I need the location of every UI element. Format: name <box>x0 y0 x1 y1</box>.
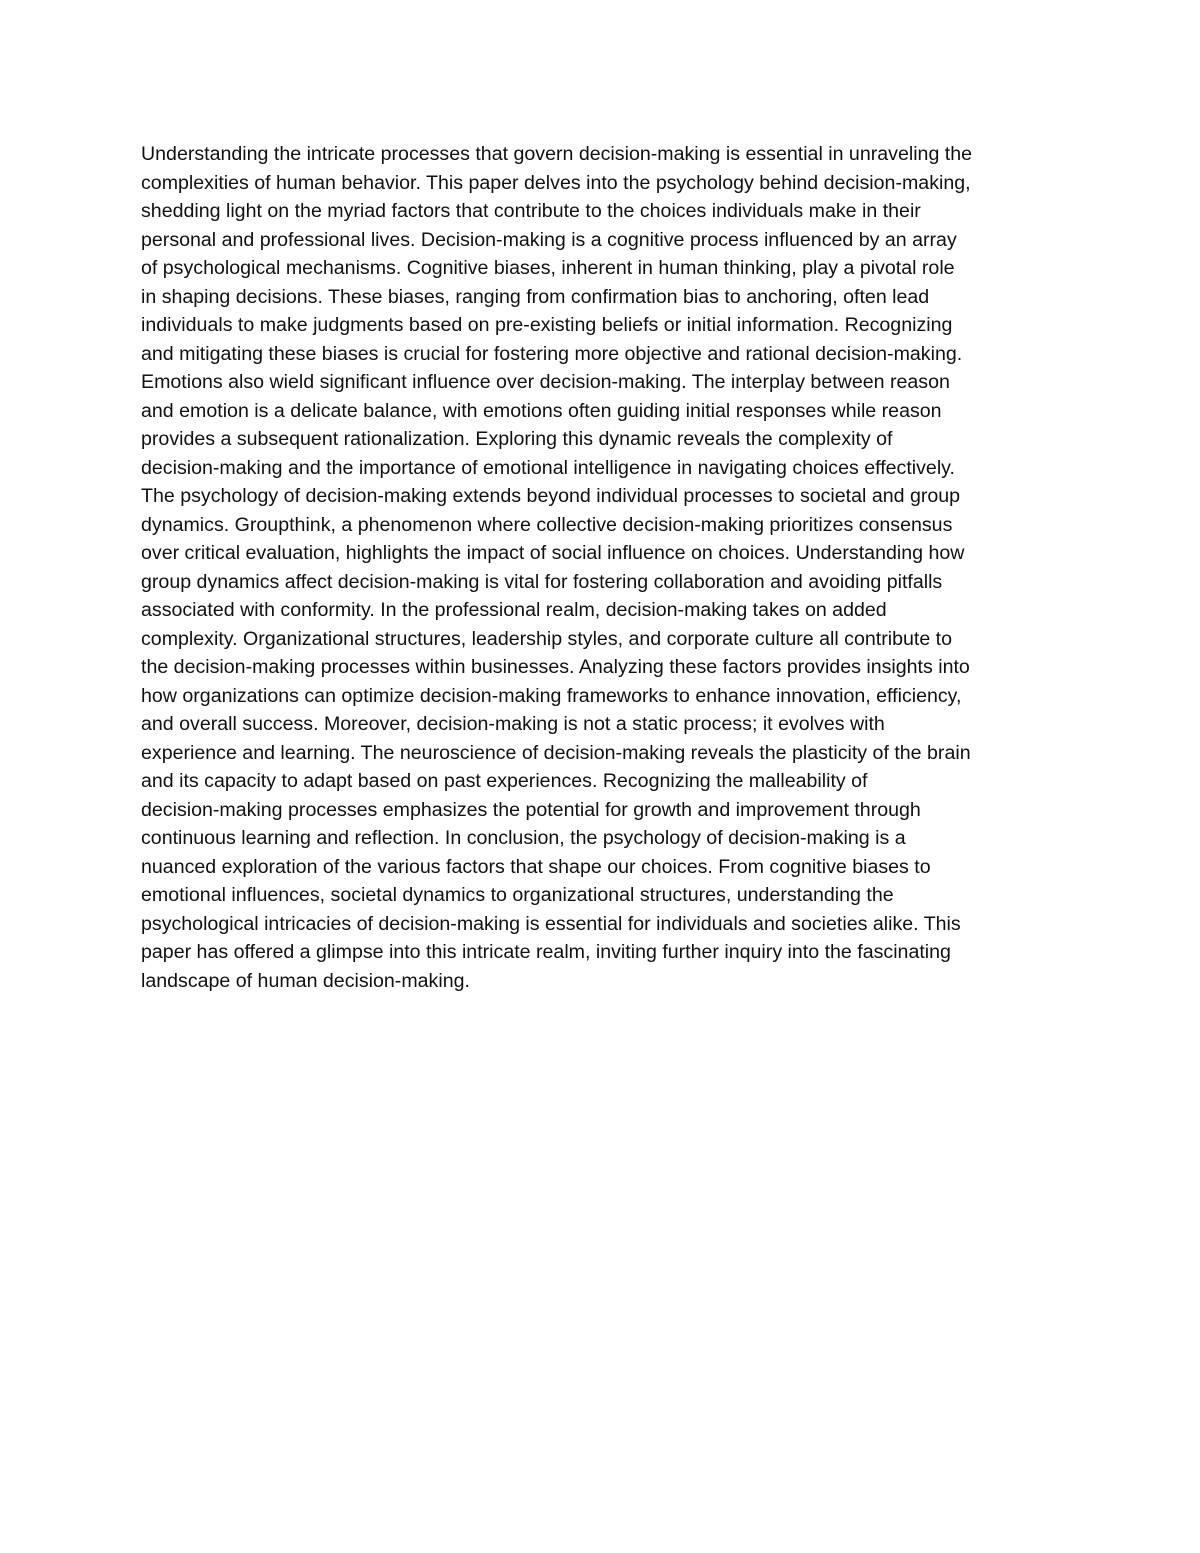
text-line: nuanced exploration of the various factors that shape our choices. From cognitive biases to <box>141 855 931 878</box>
text-line: and mitigating these biases is crucial for fostering more objective and rational decision-making. <box>141 342 963 365</box>
text-line: Emotions also wield significant influence over decision-making. The interplay between reason <box>141 371 950 393</box>
text-line: associated with conformity. In the professional realm, decision-making takes on added <box>141 599 887 621</box>
text-line: decision-making processes emphasizes the potential for growth and improvement through <box>141 798 921 821</box>
text-line: over critical evaluation, highlights the impact of social influence on choices. Understanding how <box>141 542 965 564</box>
text-line: shedding light on the myriad factors that contribute to the choices individuals make in their <box>141 200 921 222</box>
text-line: personal and professional lives. Decision-making is a cognitive process influenced by an array <box>141 228 957 251</box>
text-line: and its capacity to adapt based on past experiences. Recognizing the malleability of <box>141 770 868 792</box>
text-line: decision-making and the importance of emotional intelligence in navigating choices effectively. <box>141 456 955 479</box>
text-line: emotional influences, societal dynamics to organizational structures, understanding the <box>141 884 894 906</box>
body-paragraph <box>141 140 1081 995</box>
text-line: complexity. Organizational structures, leadership styles, and corporate culture all contribute to <box>141 627 952 650</box>
text-line: landscape of human decision-making. <box>141 969 470 992</box>
text-line: in shaping decisions. These biases, ranging from confirmation bias to anchoring, often lead <box>141 285 930 308</box>
text-line: experience and learning. The neuroscience of decision-making reveals the plasticity of the brain <box>141 741 971 764</box>
text-line: The psychology of decision-making extends beyond individual processes to societal and group <box>141 485 961 507</box>
text-line: continuous learning and reflection. In conclusion, the psychology of decision-making is a <box>141 827 906 849</box>
text-line: how organizations can optimize decision-making frameworks to enhance innovation, efficiency, <box>141 684 962 707</box>
text-line: dynamics. Groupthink, a phenomenon where collective decision-making prioritizes consensus <box>141 513 953 536</box>
text-line: group dynamics affect decision-making is vital for fostering collaboration and avoiding pitfalls <box>141 570 943 593</box>
text-line: and overall success. Moreover, decision-making is not a static process; it evolves with <box>141 713 885 735</box>
text-line: the decision-making processes within businesses. Analyzing these factors provides insights into <box>141 656 970 678</box>
text-line: provides a subsequent rationalization. Exploring this dynamic reveals the complexity of <box>141 428 893 450</box>
text-line: individuals to make judgments based on pre-existing beliefs or initial information. Recognizing <box>141 314 953 336</box>
text-line: of psychological mechanisms. Cognitive biases, inherent in human thinking, play a pivotal role <box>141 257 955 279</box>
text-line: paper has offered a glimpse into this intricate realm, inviting further inquiry into the fascinating <box>141 941 951 963</box>
text-line: and emotion is a delicate balance, with emotions often guiding initial responses while reason <box>141 399 942 422</box>
text-line: psychological intricacies of decision-making is essential for individuals and societies alike. This <box>141 912 961 935</box>
text-line: Understanding the intricate processes that govern decision-making is essential in unraveling the <box>141 143 973 165</box>
text-line: complexities of human behavior. This paper delves into the psychology behind decision-making, <box>141 171 971 194</box>
